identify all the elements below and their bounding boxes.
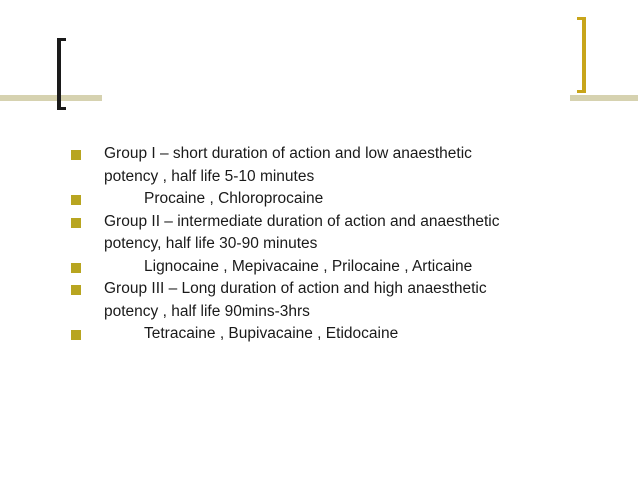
right-bracket-decoration <box>577 17 586 93</box>
square-bullet-icon <box>71 195 81 205</box>
list-item-group-2-drugs <box>71 256 591 279</box>
square-bullet-icon <box>71 330 81 340</box>
square-bullet-icon <box>71 150 81 160</box>
item-line: Group I – short duration of action and low anaesthetic <box>104 145 472 162</box>
item-line: Procaine , Chloroprocaine <box>144 190 324 207</box>
bullet-list <box>71 143 591 346</box>
item-line: Group III – Long duration of action and high anaesthetic <box>104 280 487 297</box>
item-line: potency, half life 30-90 minutes <box>104 235 318 252</box>
list-item-group-3 <box>71 278 591 323</box>
item-line: potency , half life 90mins-3hrs <box>104 302 310 320</box>
list-item-group-3-drugs <box>71 323 591 346</box>
item-line: Tetracaine , Bupivacaine , Etidocaine <box>144 325 399 342</box>
list-item-group-1-drugs <box>71 188 591 211</box>
square-bullet-icon <box>71 263 81 273</box>
band-gap <box>102 95 570 101</box>
square-bullet-icon <box>71 285 81 295</box>
item-line: Lignocaine , Mepivacaine , Prilocaine , Articaine <box>144 257 473 275</box>
left-bracket-decoration <box>57 38 66 110</box>
list-item-group-2 <box>71 211 591 256</box>
list-item-group-1 <box>71 143 591 188</box>
item-line: Group II – intermediate duration of action and anaesthetic <box>104 212 500 230</box>
square-bullet-icon <box>71 218 81 228</box>
item-line: potency , half life 5-10 minutes <box>104 167 315 185</box>
